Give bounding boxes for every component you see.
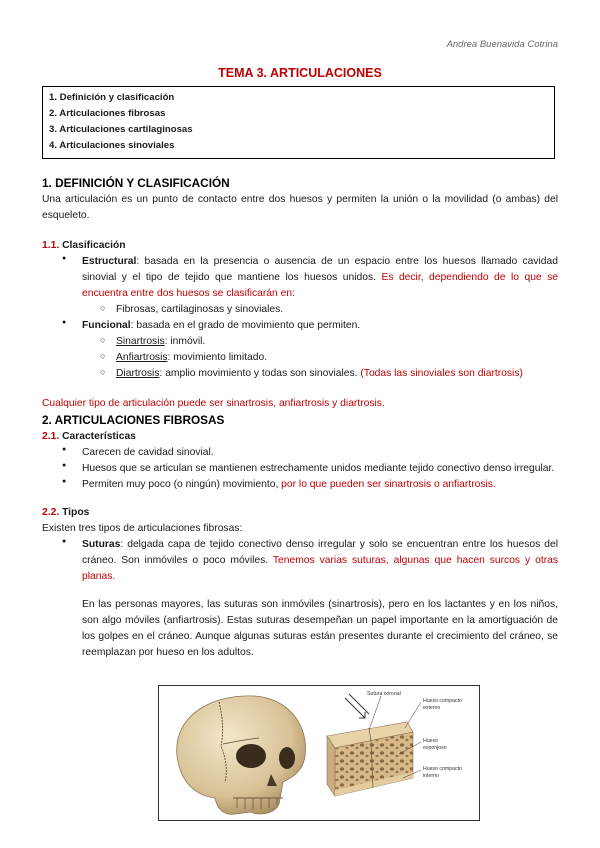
term-funcional: Funcional: [82, 319, 131, 331]
list-item-types: ○ Fibrosas, cartilaginosas y sinoviales.: [42, 302, 558, 318]
section-1-heading: 1. DEFINICIÓN Y CLASIFICACIÓN: [42, 176, 230, 190]
toc-item-1[interactable]: 1. Definición y clasificación: [49, 92, 175, 103]
label-compacto-externo-1: Hueso compacto: [423, 698, 462, 704]
subsection-1-1-heading: [42, 238, 558, 254]
list-item-characteristic-1: ● Carecen de cavidad sinovial.: [42, 445, 558, 461]
list-item-anfiartrosis: [42, 350, 558, 366]
classification-note: Cualquier tipo de articulación puede ser sinartrosis, anfiartrosis y diartrosis.: [42, 397, 385, 409]
list-item-suturas: [42, 537, 558, 585]
subsection-title: Tipos: [62, 507, 90, 519]
types-intro: Existen tres tipos de articulaciones fibrosas:: [42, 523, 243, 535]
characteristic-3-note: por lo que pueden ser sinartrosis o anfiartrosis.: [281, 479, 496, 491]
figure-illustration: [159, 686, 480, 821]
estructural-text: : basada en la presencia o ausencia de un espacio entre los huesos llamado cavidad sinovial y el tipo de tejido que mantiene los huesos unidos.: [82, 255, 558, 283]
sinartrosis-text: : inmóvil.: [164, 335, 206, 347]
term-suturas: Suturas: [82, 539, 121, 551]
section-2-heading: 2. ARTICULACIONES FIBROSAS: [42, 413, 225, 428]
subsection-number: 2.2.: [42, 507, 60, 519]
suturas-paragraph: En las personas mayores, las suturas son inmóviles (sinartrosis), pero en los lactantes y en los niños, son algo móviles (anfiartrosis). Estas suturas desempeñan un papel importante en la amortiguación de los golpes en el cráneo. Aunque algunas suturas están presentes durante el crecimiento del cráneo, se reemplazan por hueso en los adultos.: [82, 599, 558, 659]
term-sinartrosis: Sinartrosis: [116, 335, 165, 347]
label-esponjoso-1: Hueso: [423, 738, 438, 744]
anfiartrosis-text: : movimiento limitado.: [167, 351, 268, 363]
subsection-2-2-heading: [42, 505, 558, 521]
list-item-characteristic-2: ● Huesos que se articulan se mantienen estrechamente unidos mediante tejido conectivo denso irregular.: [42, 461, 558, 477]
subsection-2-1-heading: [42, 429, 558, 445]
label-compacto-interno-2: interno: [423, 773, 439, 779]
label-esponjoso-2: esponjoso: [423, 745, 447, 751]
document-title: TEMA 3. ARTICULACIONES: [218, 66, 382, 80]
list-item-funcional: [42, 318, 558, 334]
author-name: Andrea Buenavida Cotrina: [446, 39, 558, 50]
suturas-note: Tenemos varias suturas, algunas que hacen surcos y otras planas.: [82, 555, 558, 583]
subsection-title: Clasificación: [62, 239, 126, 251]
document-body: [42, 174, 558, 661]
label-compacto-externo-2: externo: [423, 705, 441, 711]
list-item-characteristic-3: [42, 477, 558, 493]
term-anfiartrosis: Anfiartrosis: [116, 351, 168, 363]
diartrosis-text: : amplio movimiento y todas son sinoviales.: [159, 367, 361, 379]
list-item-sinartrosis: [42, 334, 558, 350]
bone-section-illustration: [327, 696, 421, 796]
list-item-diartrosis: [42, 366, 558, 382]
toc-item-4[interactable]: 4. Articulaciones sinoviales: [49, 140, 175, 151]
subsection-number: 1.1.: [42, 239, 60, 251]
list-item-estructural: [42, 254, 558, 302]
section-1-intro: Una articulación es un punto de contacto entre dos huesos y permiten la unión o la movilidad (o ambas) del esqueleto.: [42, 194, 558, 221]
estructural-note: Es decir, dependiendo de lo que se encuentra entre dos huesos se clasificarán en:: [82, 271, 558, 299]
suturas-text: : delgada capa de tejido conectivo denso irregular y solo se encuentran entre los huesos del cráneo. Son inmóviles o poco móviles.: [82, 539, 558, 567]
types-list: [42, 537, 558, 585]
label-compacto-interno-1: Hueso compacto: [423, 766, 462, 772]
label-sutura-coronal: Sutura coronal: [367, 691, 401, 697]
term-estructural: Estructural: [82, 255, 137, 267]
subsection-number: 2.1.: [42, 431, 60, 443]
toc-item-3[interactable]: 3. Articulaciones cartilaginosas: [49, 124, 193, 135]
diartrosis-note: (Todas las sinoviales son diartrosis): [360, 367, 523, 379]
characteristic-3-text: Permiten muy poco (o ningún) movimiento,: [82, 479, 282, 491]
classification-list: [42, 254, 558, 382]
funcional-text: : basada en el grado de movimiento que permiten.: [130, 319, 361, 331]
term-diartrosis: Diartrosis: [116, 367, 160, 379]
characteristics-list: [42, 445, 558, 493]
skull-icon: [177, 696, 306, 814]
skull-sutures-figure: [158, 685, 480, 821]
table-of-contents: [42, 86, 555, 159]
subsection-title: Características: [62, 431, 136, 443]
toc-item-2[interactable]: 2. Articulaciones fibrosas: [49, 108, 166, 119]
